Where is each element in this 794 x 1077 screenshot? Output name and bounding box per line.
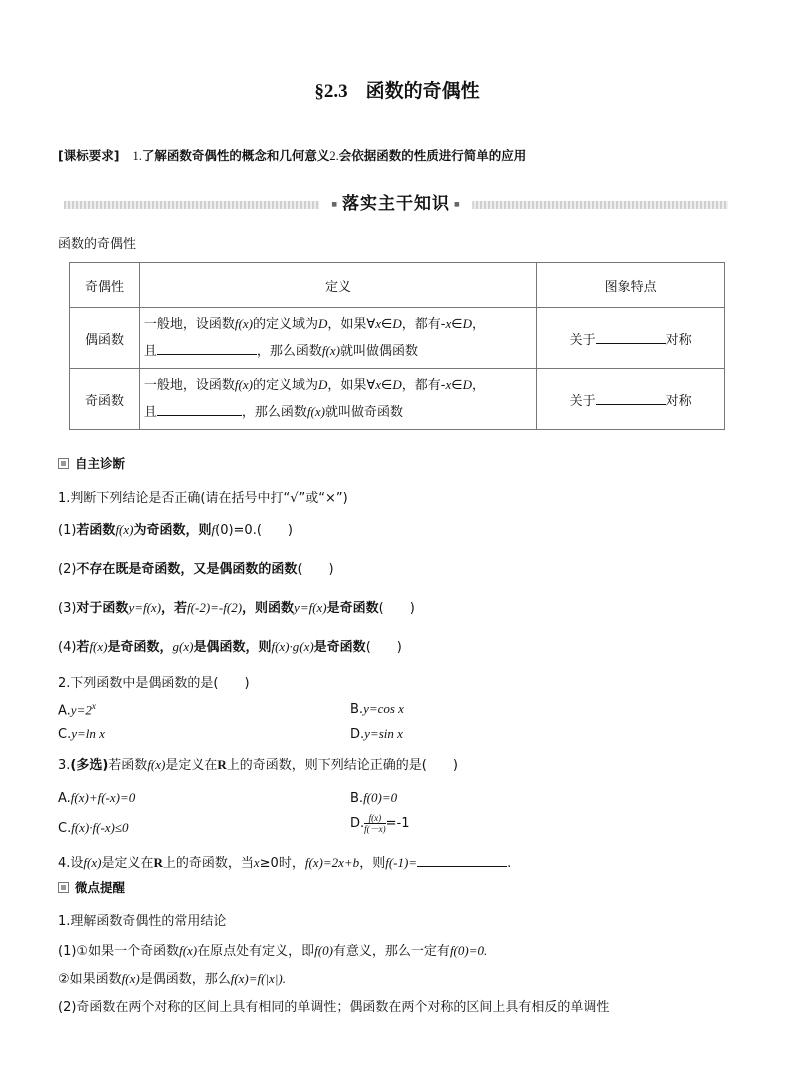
- page-title: [0, 76, 794, 103]
- section-title: 函数的奇偶性: [365, 80, 480, 102]
- option-a[interactable]: A.f(x)+f(-x)=0: [58, 790, 136, 806]
- tip-paragraph: (2)奇函数在两个对称的区间上具有相同的单调性；偶函数在两个对称的区间上具有相反的单调性: [58, 1000, 610, 1015]
- row-definition: 一般地，设函数f(x)的定义域为D，如果∀x∈D，都有-x∈D， 且 ，那么函数f(x)就叫做奇函数: [139, 369, 536, 430]
- fill-blank[interactable]: [157, 341, 257, 355]
- section-number: §2.3: [314, 81, 348, 102]
- question-1-stem: 1.判断下列结论是否正确(请在括号中打“√”或“×”): [58, 491, 348, 506]
- subsection-title: 函数的奇偶性: [58, 237, 137, 252]
- question-2-stem: 2.下列函数中是偶函数的是( ): [58, 676, 250, 691]
- question-1-item-1: (1)若函数f(x)为奇函数，则f(0)=0.( ): [58, 522, 293, 538]
- banner-label: ■ 落实主干知识 ■: [319, 189, 472, 214]
- curriculum-requirement: [课标要求] 1.了解函数奇偶性的概念和几何意义2.会依据函数的性质进行简单的应用: [58, 148, 527, 163]
- table-row: [70, 308, 725, 369]
- row-definition: 一般地，设函数f(x)的定义域为D，如果∀x∈D，都有-x∈D， 且 ，那么函数f(x)就叫做偶函数: [139, 308, 536, 369]
- tip-heading-1: 1.理解函数奇偶性的常用结论: [58, 914, 227, 929]
- question-4: 4.设f(x)是定义在R上的奇函数，当x≥0时，f(x)=2x+b，则f(-1)= .: [58, 855, 512, 871]
- row-name: 偶函数: [70, 308, 140, 369]
- option-b[interactable]: B.y=cos x: [350, 701, 404, 717]
- parity-table: [69, 262, 725, 430]
- row-name: 奇函数: [70, 369, 140, 430]
- tip-paragraph: ②如果函数f(x)是偶函数，那么f(x)=f(|x|).: [58, 971, 286, 987]
- question-1-item-2: (2)不存在既是奇函数，又是偶函数的函数( ): [58, 562, 334, 577]
- table-header: 图象特点: [537, 263, 725, 308]
- section-banner: [64, 193, 728, 215]
- question-1-item-4: (4)若f(x)是奇函数，g(x)是偶函数，则f(x)·g(x)是奇函数( ): [58, 639, 402, 655]
- fraction: $\frac{f(x)}{f(-x)}$: [364, 813, 386, 834]
- table-row: [70, 369, 725, 430]
- fill-blank[interactable]: [157, 402, 242, 416]
- option-d[interactable]: D. $\frac{f(x)}{f(-x)}$ =-1: [350, 813, 410, 834]
- option-d[interactable]: D.y=sin x: [350, 726, 403, 742]
- table-header: 定义: [139, 263, 536, 308]
- option-c[interactable]: C.f(x)·f(-x)≤0: [58, 820, 129, 836]
- diagnosis-heading: 自主诊断: [58, 454, 125, 472]
- table-header-row: [70, 263, 725, 308]
- table-header: 奇偶性: [70, 263, 140, 308]
- tips-heading: 微点提醒: [58, 878, 125, 896]
- row-feature: 关于 对称: [537, 369, 725, 430]
- tip-paragraph: (1)①如果一个奇函数f(x)在原点处有定义，即f(0)有意义，那么一定有f(0)=0.: [58, 943, 488, 959]
- fill-blank[interactable]: [417, 853, 507, 867]
- fill-blank[interactable]: [596, 391, 666, 405]
- square-bullet-icon: [58, 882, 69, 893]
- square-bullet-icon: [58, 458, 69, 469]
- question-1-item-3: (3)对于函数y=f(x)，若f(-2)=-f(2)，则函数y=f(x)是奇函数( ): [58, 600, 415, 616]
- option-a[interactable]: $A.y=2^x$: [58, 701, 96, 719]
- option-c[interactable]: C.y=ln x: [58, 726, 105, 742]
- fill-blank[interactable]: [596, 330, 666, 344]
- row-feature: 关于 对称: [537, 308, 725, 369]
- option-b[interactable]: B.f(0)=0: [350, 790, 398, 806]
- question-3-stem: 3.(多选)若函数f(x)是定义在R上的奇函数，则下列结论正确的是( ): [58, 757, 458, 773]
